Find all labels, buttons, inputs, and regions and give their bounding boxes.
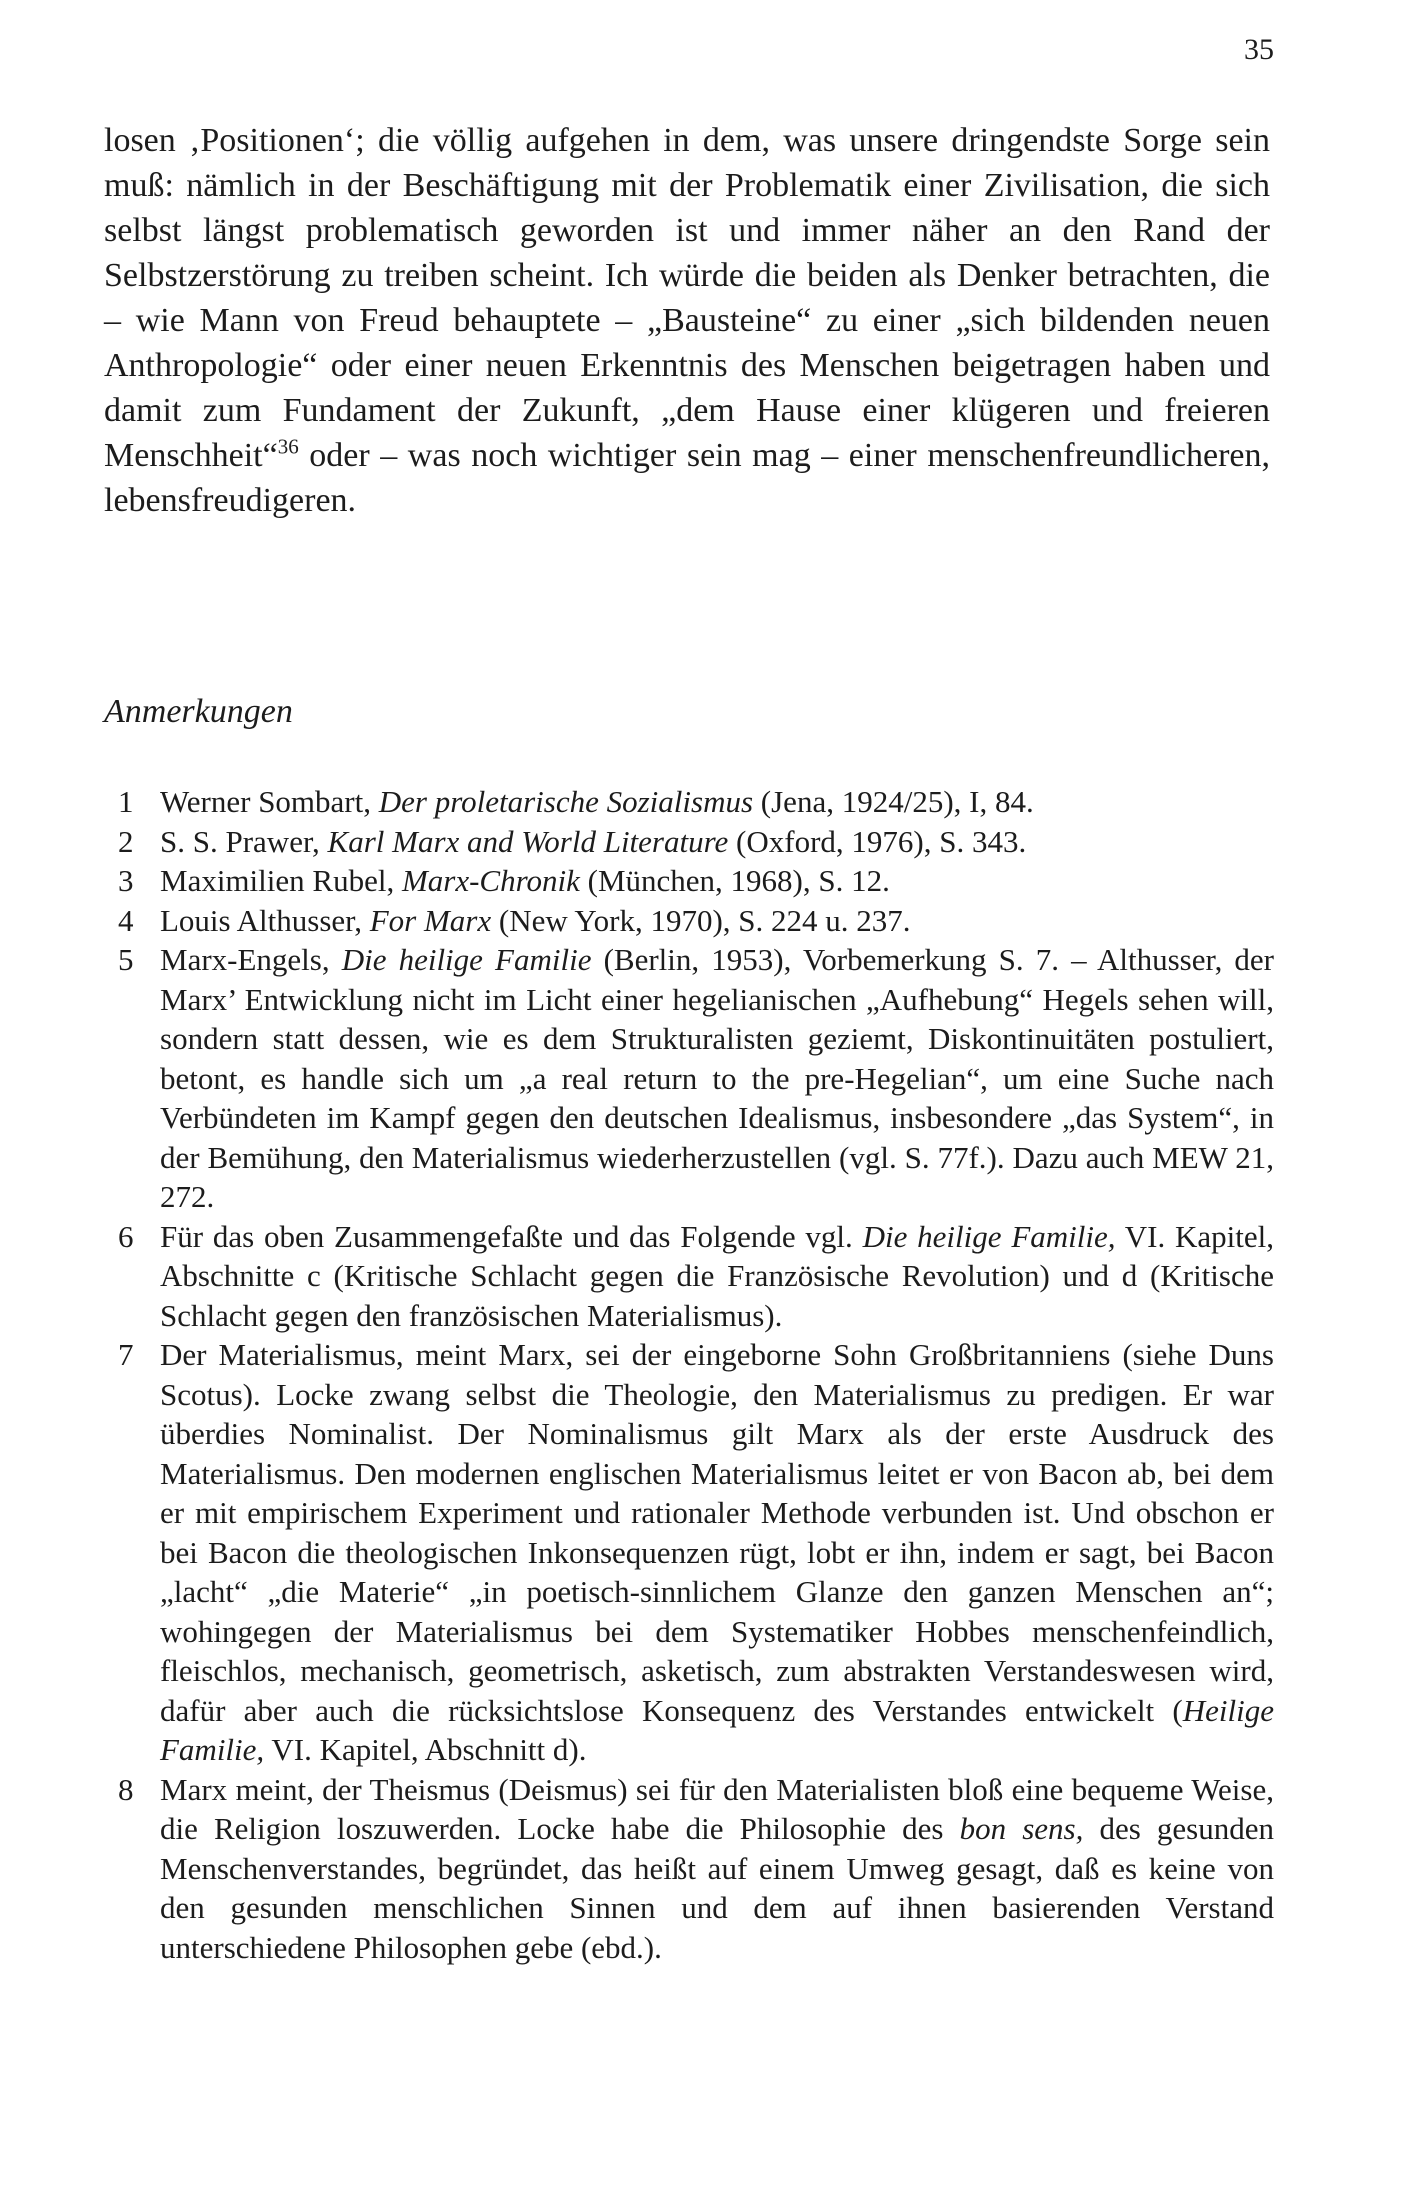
body-paragraph	[104, 118, 1270, 523]
body-text-part-1: losen ‚Positionen‘; die völlig aufgehen in dem, was unsere dringendste Sorge sein muß: nämlich in der Beschäftigung mit der Problematik einer Zivilisation, die sich selbst längst problematisch geworden ist und immer näher an den Rand der Selbstzerstörung zu treiben scheint. Ich würde die beiden als Denker betrachten, die – wie Mann von Freud behauptete – „Bausteine“ zu einer „sich bildenden neuen Anthropologie“ oder einer neuen Erkenntnis des Menschen beigetragen haben und damit zum Fundament der Zukunft, „dem Hause einer klügeren und freieren Menschheit“	[104, 122, 1270, 474]
note-work-title: For Marx	[369, 902, 492, 938]
note-text-part: Marx meint, der Theismus (Deismus) sei für den Materialisten bloß eine bequeme Weise, die Religion loszuwerden. Locke habe die Philosophie des	[160, 1771, 1274, 1846]
note-text-part: (Oxford, 1976), S. 343.	[728, 823, 1027, 859]
note-work-title: Der proletarische Sozialismus	[378, 784, 754, 819]
note-work-title: Karl Marx and World Literature	[327, 823, 729, 859]
note-text-part: Marx-Engels,	[160, 942, 342, 977]
note-text-part: (Jena, 1924/25), I, 84.	[753, 784, 1034, 819]
note-number: 3	[118, 863, 134, 898]
note-text-part: Für das oben Zusammengefaßte und das Folgende vgl.	[160, 1218, 863, 1254]
note-text	[160, 940, 1274, 1217]
note-8	[104, 1770, 1274, 1968]
note-text	[160, 782, 1274, 822]
note-7	[104, 1335, 1274, 1770]
note-text-part: (Berlin, 1953), Vorbemerkung S. 7. – Althusser, der Marx’ Entwicklung nicht im Licht einer hegelianischen „Aufhebung“ Hegels sehen will, sondern statt dessen, wie es dem Strukturalisten geziemt, Diskontinuitäten postuliert, betont, es handle sich um „a real return to the pre-Hegelian“, um eine Suche nach Verbündeten im Kampf gegen den deutschen Idealismus, insbesondere „das System“, in der Bemühung, den Materialismus wiederherzustellen (vgl. S. 77f.). Dazu auch MEW 21, 272.	[160, 942, 1275, 1214]
note-6	[104, 1217, 1274, 1336]
note-text-part: Maximilien Rubel,	[160, 863, 402, 898]
note-text-part: (New York, 1970), S. 224 u. 237.	[491, 902, 911, 938]
note-work-title: Heilige Familie,	[160, 1692, 1274, 1767]
note-work-title: Marx-Chronik	[401, 863, 580, 898]
note-text-part: VI. Kapitel, Abschnitt d).	[264, 1732, 587, 1767]
note-text	[160, 1335, 1274, 1770]
footnote-reference[interactable]: 36	[277, 434, 299, 459]
note-text-part: Louis Althusser,	[160, 902, 370, 938]
note-number: 8	[118, 1771, 134, 1807]
note-work-title: Die heilige Familie,	[862, 1218, 1116, 1254]
note-text-part: VI. Kapitel, Abschnitte c (Kritische Schlacht gegen die Französische Revolution) und d (Kritische Schlacht gegen den französischen Materialismus).	[160, 1218, 1274, 1333]
note-4	[104, 901, 1274, 941]
note-5	[104, 940, 1274, 1217]
note-work-title: bon sens,	[959, 1811, 1084, 1846]
note-text-part: (München, 1968), S. 12.	[579, 863, 890, 898]
note-2	[104, 822, 1274, 862]
note-text-part: des gesunden Menschenverstandes, begründet, das heißt auf einem Umweg gesagt, daß es keine von den gesunden menschlichen Sinnen und dem auf ihnen basierenden Verstand unterschiedene Philosophen gebe (ebd.).	[160, 1811, 1275, 1965]
note-number: 5	[118, 942, 134, 977]
note-text	[160, 1217, 1274, 1336]
notes-list	[104, 782, 1274, 1967]
notes-heading: Anmerkungen	[104, 693, 293, 730]
note-number: 6	[118, 1218, 134, 1254]
note-text	[160, 822, 1274, 862]
note-text	[160, 901, 1274, 941]
note-1	[104, 782, 1274, 822]
note-text-part: Der Materialismus, meint Marx, sei der eingeborne Sohn Großbritanniens (siehe Duns Scotus). Locke zwang selbst die Theologie, den Materialismus zu predigen. Er war überdies Nominalist. Der Nominalismus gilt Marx als der erste Ausdruck des Materialismus. Den modernen englischen Materialismus leitet er von Bacon ab, bei dem er mit empirischem Experiment und rationaler Methode verbunden ist. Und obschon er bei Bacon die theologischen Inkonsequenzen rügt, lobt er ihn, indem er sagt, bei Bacon „lacht“ „die Materie“ „in poetisch-sinnlichem Glanze den ganzen Menschen an“; wohingegen der Materialismus bei dem Systematiker Hobbes menschenfeindlich, fleischlos, mechanisch, geometrisch, asketisch, zum abstrakten Verstandeswesen wird, dafür aber auch die rücksichtslose Konsequenz des Verstandes entwickelt (	[160, 1337, 1274, 1728]
note-number: 2	[118, 823, 134, 859]
page-number: 35	[1244, 33, 1274, 66]
note-work-title: Die heilige Familie	[341, 942, 592, 977]
body-text-part-2: oder – was noch wichtiger sein mag – einer menschenfreundlicheren, lebensfreudigeren.	[104, 437, 1270, 519]
note-3	[104, 861, 1274, 901]
note-text	[160, 1770, 1274, 1968]
note-text-part: S. S. Prawer,	[160, 823, 328, 859]
note-number: 1	[118, 784, 134, 819]
note-number: 7	[118, 1337, 134, 1372]
note-text-part: Werner Sombart,	[160, 784, 379, 819]
note-text	[160, 861, 1274, 901]
note-number: 4	[118, 902, 134, 938]
